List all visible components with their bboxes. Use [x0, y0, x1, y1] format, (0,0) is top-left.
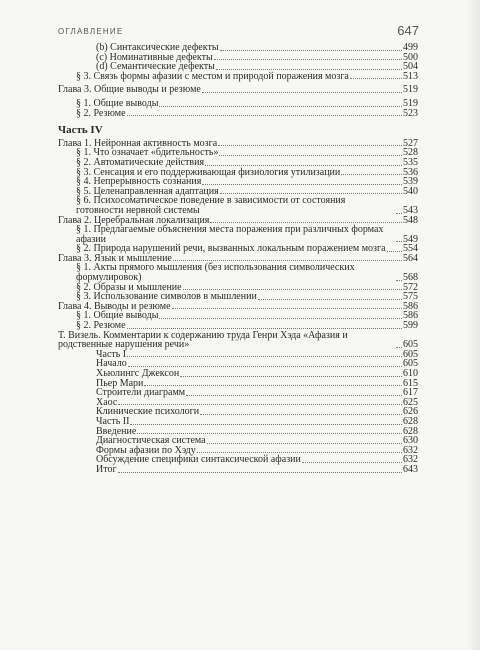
toc-entry-title: Итог	[96, 463, 117, 475]
dot-leader	[302, 462, 402, 463]
dot-leader	[172, 308, 402, 309]
toc-entry-page: 632	[403, 454, 418, 466]
toc-entry	[58, 72, 418, 82]
dot-leader	[180, 376, 402, 377]
dot-leader	[214, 59, 402, 60]
dot-leader	[202, 184, 402, 185]
toc-entry-page: 626	[403, 406, 418, 418]
dot-leader	[183, 289, 402, 290]
dot-leader	[118, 404, 402, 405]
toc-entry-title: § 3. Связь формы афазии с местом и природой поражения мозга	[76, 70, 349, 82]
toc-entry-title: Пьер Мари	[96, 377, 144, 389]
table-of-contents	[58, 43, 418, 475]
toc-entry-page: 615	[403, 377, 418, 389]
toc-entry-title: § 2. Природа нарушений речи, вызванных локальным поражением мозга	[76, 243, 386, 255]
toc-entry-title: Глава 3. Общие выводы и резюме	[58, 84, 201, 96]
toc-entry-page: 535	[403, 156, 418, 168]
toc-entry-title: Т. Визель. Комментарии к содержанию труда Генри Хэда «Афазия и родственные нарушения речи»	[58, 329, 348, 351]
dot-leader	[396, 280, 402, 281]
dot-leader	[200, 414, 402, 415]
toc-entry-page: 513	[403, 70, 418, 82]
toc-entry	[58, 85, 418, 95]
dot-leader	[159, 318, 402, 319]
toc-part-heading	[58, 126, 418, 136]
toc-entry-page: 628	[403, 415, 418, 427]
page-shadow	[466, 0, 480, 650]
toc-entry-page: 548	[403, 214, 418, 226]
dot-leader	[396, 213, 402, 214]
toc-entry-title: Часть I	[96, 348, 127, 360]
toc-entry-title: Строители диаграмм	[96, 387, 186, 399]
toc-entry-page: 572	[403, 281, 418, 293]
dot-leader	[127, 328, 402, 329]
toc-entry	[58, 225, 418, 244]
toc-entry-page: 500	[403, 51, 418, 63]
toc-entry-page: 586	[403, 300, 418, 312]
toc-entry	[58, 331, 418, 350]
toc-entry-title: § 3. Использование символов в мышлении	[76, 291, 257, 303]
toc-entry-page: 568	[403, 272, 418, 284]
dot-leader	[216, 69, 402, 70]
toc-entry-page: 549	[403, 233, 418, 245]
toc-entry-page: 628	[403, 425, 418, 437]
dot-leader	[197, 452, 402, 453]
toc-entry-title: Начало	[96, 358, 127, 370]
toc-entry-page: 564	[403, 252, 418, 264]
dot-leader	[144, 385, 402, 386]
toc-entry-title: § 2. Резюме	[76, 107, 126, 119]
toc-entry-title: Часть II	[96, 415, 130, 427]
dot-leader	[218, 145, 402, 146]
toc-entry	[58, 263, 418, 282]
toc-entry-title: § 2. Образы и мышление	[76, 281, 182, 293]
dot-leader	[186, 395, 402, 396]
toc-entry-title: (b) Синтаксические дефекты	[96, 42, 219, 53]
toc-entry-title: Введение	[96, 425, 137, 437]
toc-entry-title: § 1. Предлагаемые объяснения места поражения при различных формах афазии	[76, 224, 384, 245]
toc-entry-page: 540	[403, 185, 418, 197]
toc-entry-title: § 3. Сенсация и его поддерживающая физиология утилизации	[76, 166, 341, 178]
toc-entry-page: 528	[403, 147, 418, 159]
running-head: ОГЛАВЛЕНИЕ	[58, 27, 124, 36]
toc-entry-title: § 2. Автоматические действия	[76, 156, 205, 168]
dot-leader	[387, 251, 402, 252]
toc-entry-page: 605	[403, 348, 418, 360]
toc-entry-page: 539	[403, 176, 418, 188]
toc-entry-page: 605	[403, 339, 418, 351]
toc-entry-page: 625	[403, 396, 418, 408]
dot-leader	[128, 366, 402, 367]
dot-leader	[220, 50, 402, 51]
toc-entry	[58, 465, 418, 475]
toc-entry-title: § 4. Непрерывность сознания	[76, 176, 202, 188]
toc-entry-page: 536	[403, 166, 418, 178]
dot-leader	[118, 472, 402, 473]
toc-entry-page: 643	[403, 463, 418, 475]
toc-entry-title: § 5. Целенаправленная адаптация	[76, 185, 219, 197]
toc-entry-page: 632	[403, 444, 418, 456]
toc-entry-title: Глава 2. Церебральная локализация	[58, 214, 210, 226]
dot-leader	[258, 299, 402, 300]
toc-entry-title: Глава 4. Выводы и резюме	[58, 300, 171, 312]
toc-entry-page: 617	[403, 387, 418, 399]
dot-leader	[130, 424, 402, 425]
toc-entry-title: (d) Семантические дефекты	[96, 61, 215, 73]
dot-leader	[219, 155, 402, 156]
toc-entry-page: 610	[403, 368, 418, 379]
toc-entry-page: 523	[403, 107, 418, 119]
toc-entry	[58, 109, 418, 119]
dot-leader	[220, 193, 402, 194]
dot-leader	[127, 115, 402, 116]
toc-entry-title: § 1. Общие выводы	[76, 310, 159, 322]
toc-entry-page: 605	[403, 358, 418, 370]
dot-leader	[173, 260, 402, 261]
toc-entry-title: Обсуждение специфики синтаксической афазии	[96, 454, 301, 466]
toc-entry-page: 575	[403, 291, 418, 303]
page-number: 647	[397, 23, 419, 38]
dot-leader	[210, 222, 402, 223]
toc-entry-title: Формы афазии по Хэду	[96, 444, 196, 456]
toc-entry-page: 586	[403, 310, 418, 322]
toc-entry-title: Хаос	[96, 396, 118, 408]
toc-entry-page: 504	[403, 61, 418, 73]
toc-entry-page: 499	[403, 42, 418, 53]
toc-entry	[58, 196, 418, 215]
dot-leader	[396, 241, 402, 242]
dot-leader	[207, 443, 402, 444]
toc-entry-title: Клинические психологи	[96, 406, 200, 418]
toc-entry-title: Диагностическая система	[96, 435, 206, 447]
dot-leader	[205, 165, 402, 166]
dot-leader	[341, 174, 402, 175]
toc-entry-title: Глава 1. Нейронная активность мозга	[58, 137, 218, 149]
dot-leader	[137, 433, 402, 434]
dot-leader	[159, 106, 402, 107]
toc-entry-title: § 1. Что означает «бдительность»	[76, 147, 219, 159]
dot-leader	[350, 78, 402, 79]
toc-entry-page: 599	[403, 320, 418, 332]
dot-leader	[202, 92, 402, 93]
toc-entry-page: 527	[403, 137, 418, 149]
toc-entry-page: 543	[403, 204, 418, 216]
dot-leader	[396, 347, 402, 348]
toc-entry-title: § 2. Резюме	[76, 320, 126, 332]
toc-entry-title: § 1. Акты прямого мышления (без использования символических формулировок)	[76, 262, 355, 284]
toc-entry-page: 630	[403, 435, 418, 447]
toc-entry-page: 554	[403, 243, 418, 255]
toc-entry-page: 519	[403, 84, 418, 96]
toc-entry-title: Глава 3. Язык и мышление	[58, 252, 172, 264]
toc-entry-title: § 6. Психосоматическое поведение в зависимости от состояния готовности нервной системы	[76, 195, 346, 216]
toc-entry-title: Хьюлингс Джексон	[96, 368, 180, 379]
toc-entry-title: § 1. Общие выводы	[76, 97, 159, 109]
toc-entry-title: (c) Номинативные дефекты	[96, 51, 213, 63]
dot-leader	[127, 356, 402, 357]
toc-entry-page: 519	[403, 97, 418, 109]
toc-entry-title: Часть IV	[58, 124, 103, 137]
